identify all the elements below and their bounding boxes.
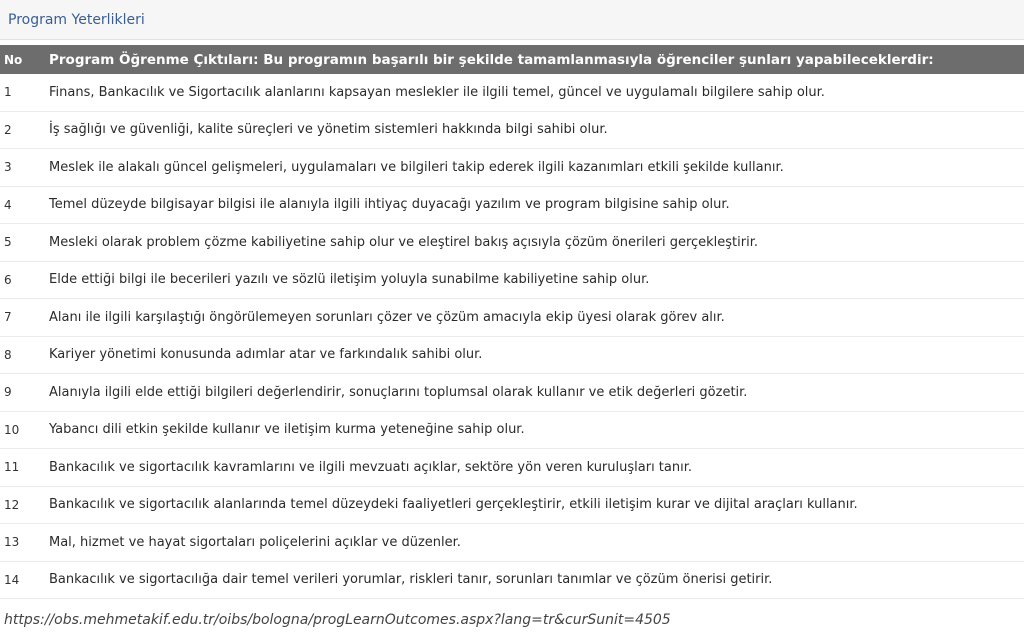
outcome-text: Bankacılık ve sigortacılığa dair temel verileri yorumlar, riskleri tanır, sorunları tanımlar ve çözüm önerisi getirir. xyxy=(46,561,1024,599)
title-bar xyxy=(0,0,1024,40)
source-url: https://obs.mehmetakif.edu.tr/oibs/bologna/progLearnOutcomes.aspx?lang=tr&curSunit=4505 xyxy=(0,604,1024,636)
table-row xyxy=(0,149,1024,187)
outcome-text: Alanıyla ilgili elde ettiği bilgileri değerlendirir, sonuçlarını toplumsal olarak kullanır ve etik değerleri gözetir. xyxy=(46,374,1024,412)
row-number: 13 xyxy=(0,524,46,562)
table-body xyxy=(0,74,1024,599)
outcome-text: Finans, Bankacılık ve Sigortacılık alanlarını kapsayan meslekler ile ilgili temel, güncel ve uygulamalı bilgilere sahip olur. xyxy=(46,74,1024,111)
table-header xyxy=(0,45,1024,74)
table-row xyxy=(0,486,1024,524)
column-header-no: No xyxy=(0,45,46,74)
row-number: 12 xyxy=(0,486,46,524)
row-number: 3 xyxy=(0,149,46,187)
table-row xyxy=(0,411,1024,449)
row-number: 9 xyxy=(0,374,46,412)
outcome-text: Bankacılık ve sigortacılık kavramlarını ve ilgili mevzuatı açıklar, sektöre yön veren kuruluşları tanır. xyxy=(46,449,1024,487)
table-row xyxy=(0,261,1024,299)
table-row xyxy=(0,299,1024,337)
outcome-text: Yabancı dili etkin şekilde kullanır ve iletişim kurma yeteneğine sahip olur. xyxy=(46,411,1024,449)
outcome-text: Mesleki olarak problem çözme kabiliyetine sahip olur ve eleştirel bakış açısıyla çözüm önerileri gerçekleştirir. xyxy=(46,224,1024,262)
row-number: 1 xyxy=(0,74,46,111)
table-header-row xyxy=(0,45,1024,74)
table-row xyxy=(0,224,1024,262)
row-number: 10 xyxy=(0,411,46,449)
table-row xyxy=(0,74,1024,111)
table-row xyxy=(0,561,1024,599)
page-title: Program Yeterlikleri xyxy=(8,11,145,28)
outcome-text: Bankacılık ve sigortacılık alanlarında temel düzeydeki faaliyetleri gerçekleştirir, etkili iletişim kurar ve dijital araçları kullanır. xyxy=(46,486,1024,524)
outcomes-table xyxy=(0,45,1024,599)
outcome-text: Kariyer yönetimi konusunda adımlar atar ve farkındalık sahibi olur. xyxy=(46,336,1024,374)
row-number: 6 xyxy=(0,261,46,299)
table-row xyxy=(0,336,1024,374)
table-row xyxy=(0,111,1024,149)
outcome-text: Alanı ile ilgili karşılaştığı öngörülemeyen sorunları çözer ve çözüm amacıyla ekip üyesi olarak görev alır. xyxy=(46,299,1024,337)
outcome-text: Temel düzeyde bilgisayar bilgisi ile alanıyla ilgili ihtiyaç duyacağı yazılım ve program bilgisine sahip olur. xyxy=(46,186,1024,224)
outcome-text: Mal, hizmet ve hayat sigortaları poliçelerini açıklar ve düzenler. xyxy=(46,524,1024,562)
row-number: 8 xyxy=(0,336,46,374)
table-row xyxy=(0,524,1024,562)
outcome-text: Elde ettiği bilgi ile becerileri yazılı ve sözlü iletişim yoluyla sunabilme kabiliyetine sahip olur. xyxy=(46,261,1024,299)
row-number: 7 xyxy=(0,299,46,337)
table-row xyxy=(0,374,1024,412)
row-number: 2 xyxy=(0,111,46,149)
row-number: 4 xyxy=(0,186,46,224)
row-number: 14 xyxy=(0,561,46,599)
row-number: 11 xyxy=(0,449,46,487)
table-row xyxy=(0,449,1024,487)
outcome-text: Meslek ile alakalı güncel gelişmeleri, uygulamaları ve bilgileri takip ederek ilgili kazanımları etkili şekilde kullanır. xyxy=(46,149,1024,187)
column-header-outcomes: Program Öğrenme Çıktıları: Bu programın başarılı bir şekilde tamamlanmasıyla öğrenciler şunları yapabileceklerdir: xyxy=(46,45,1024,74)
table-row xyxy=(0,186,1024,224)
row-number: 5 xyxy=(0,224,46,262)
outcome-text: İş sağlığı ve güvenliği, kalite süreçleri ve yönetim sistemleri hakkında bilgi sahibi olur. xyxy=(46,111,1024,149)
